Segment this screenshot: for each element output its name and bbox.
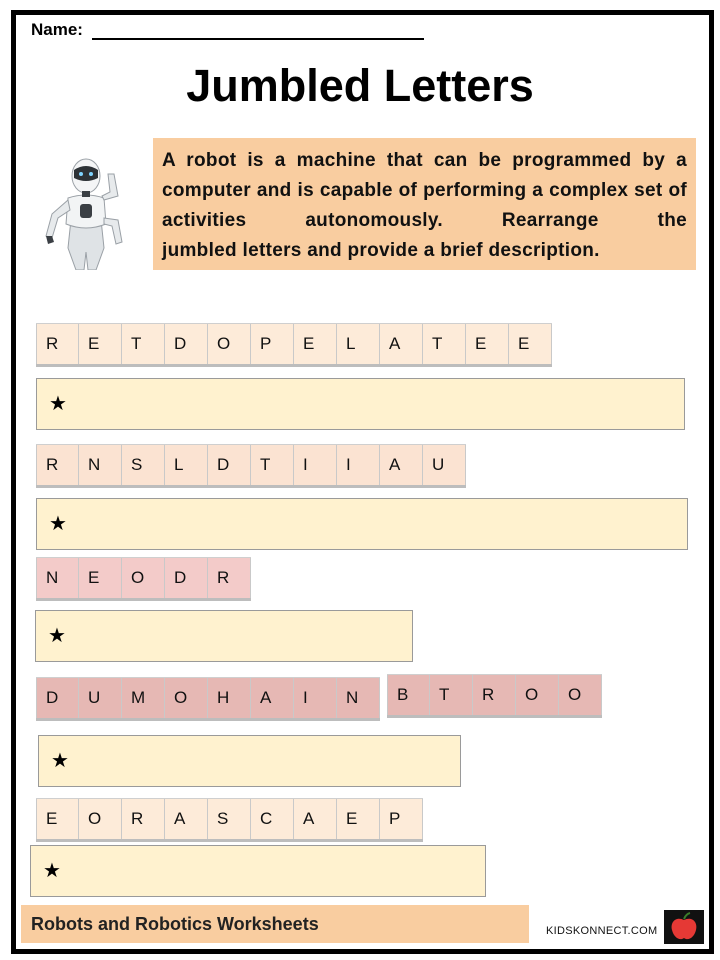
letter-row [36,677,380,721]
letter-tile: M [122,678,165,718]
logo-box [664,910,704,944]
letter-tile: E [337,799,380,839]
letter-tile: T [430,675,473,715]
letter-tile: D [208,445,251,485]
letter-tile: A [380,445,423,485]
letter-row [387,674,602,718]
star-icon: ★ [49,513,67,535]
brand-label: KIDSKONNECT.COM [546,925,658,937]
apple-icon [664,910,704,944]
letter-tile: A [251,678,294,718]
answer-box[interactable] [35,610,413,662]
letter-tile: O [165,678,208,718]
letter-tile: R [208,558,251,598]
letter-tile: U [423,445,466,485]
letter-tile: O [208,324,251,364]
letter-tile: E [79,324,122,364]
answer-box[interactable] [36,498,688,550]
letter-tile: S [122,445,165,485]
footer-banner [21,905,529,943]
answer-box[interactable] [30,845,486,897]
letter-tile: I [337,445,380,485]
letter-tile: O [122,558,165,598]
letter-tile: I [294,678,337,718]
letter-tile: R [122,799,165,839]
footer-title: Robots and Robotics Worksheets [31,914,319,934]
letter-tile: E [466,324,509,364]
letter-tile: A [380,324,423,364]
letter-tile: E [79,558,122,598]
letter-tile: D [165,324,208,364]
letter-tile: N [36,558,79,598]
letter-tile: L [165,445,208,485]
letter-tile: S [208,799,251,839]
answer-box[interactable] [36,378,685,430]
letter-tile: B [387,675,430,715]
letter-tile: N [337,678,380,718]
letter-tile: R [36,445,79,485]
intro-text-body: A robot is a machine that can be programmed by a computer and is capable of performing a complex set of activities autonomously. Rearrange the [162,150,687,231]
star-icon: ★ [49,393,67,415]
name-input-line[interactable] [92,38,424,40]
letter-tile: D [165,558,208,598]
letter-tile: T [251,445,294,485]
letter-tile: A [294,799,337,839]
name-label: Name: [31,20,83,39]
letter-row [36,557,251,601]
star-icon: ★ [51,750,69,772]
letter-tile: H [208,678,251,718]
letter-tile: D [36,678,79,718]
page-title: Jumbled Letters [186,60,534,111]
letter-tile: E [294,324,337,364]
letter-tile: A [165,799,208,839]
letter-tile: U [79,678,122,718]
letter-tile: R [36,324,79,364]
letter-tile: E [36,799,79,839]
letter-tile: T [423,324,466,364]
letter-tile: P [380,799,423,839]
letter-tile: O [516,675,559,715]
letter-tile: N [79,445,122,485]
letter-tile: T [122,324,165,364]
intro-text-box [153,138,696,270]
letter-tile: O [559,675,602,715]
robot-icon [38,152,134,270]
letter-tile: I [294,445,337,485]
letter-tile: O [79,799,122,839]
letter-row [36,444,466,488]
letter-row [36,798,423,842]
letter-tile: L [337,324,380,364]
letter-tile: R [473,675,516,715]
star-icon: ★ [48,625,66,647]
intro-text-last: jumbled letters and provide a brief description. [162,240,600,261]
answer-box[interactable] [38,735,461,787]
star-icon: ★ [43,860,61,882]
letter-tile: E [509,324,552,364]
letter-tile: C [251,799,294,839]
letter-tile: P [251,324,294,364]
letter-row [36,323,552,367]
